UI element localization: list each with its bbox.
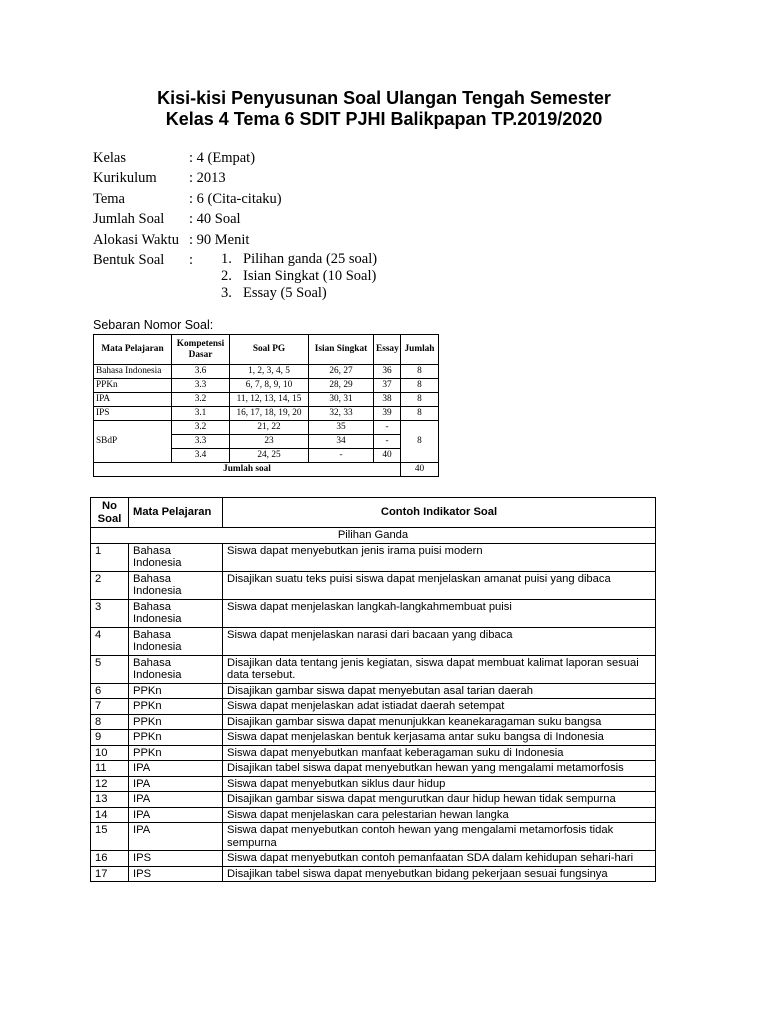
table-cell: 24, 25 — [230, 449, 309, 463]
info-value: : 90 Menit — [189, 231, 250, 248]
sebaran-table — [93, 334, 439, 477]
table-cell: Bahasa Indonesia — [129, 543, 223, 571]
table-cell: Disajikan gambar siswa dapat menunjukkan keanekaragaman suku bangsa — [223, 714, 656, 730]
list-text: Isian Singkat (10 Soal) — [243, 268, 377, 284]
table-cell: 26, 27 — [309, 365, 374, 379]
table-cell: 3.4 — [172, 449, 230, 463]
table-cell: Bahasa Indonesia — [129, 627, 223, 655]
table-cell: Siswa dapat menyebutkan manfaat keberagaman suku di Indonesia — [223, 745, 656, 761]
table-cell: Disajikan gambar siswa dapat menyebutan asal tarian daerah — [223, 683, 656, 699]
table-cell: 3.2 — [172, 421, 230, 435]
table-cell: PPKn — [129, 714, 223, 730]
info-label: Kelas — [93, 150, 127, 166]
table-row — [91, 866, 656, 882]
table-cell: 8 — [401, 393, 439, 407]
table-row — [91, 745, 656, 761]
table-cell: 11 — [91, 761, 129, 777]
table-cell: 3 — [91, 599, 129, 627]
table-cell: PPKn — [129, 745, 223, 761]
table-cell: Disajikan tabel siswa dapat menyebutkan bidang pekerjaan sesuai fungsinya — [223, 866, 656, 882]
table-cell: 10 — [91, 745, 129, 761]
table-row — [91, 571, 656, 599]
table-row — [91, 683, 656, 699]
table-cell: Disajikan suatu teks puisi siswa dapat menjelaskan amanat puisi yang dibaca — [223, 571, 656, 599]
table-cell: Disajikan tabel siswa dapat menyebutkan hewan yang mengalami metamorfosis — [223, 761, 656, 777]
table-cell: 30, 31 — [309, 393, 374, 407]
table-row — [91, 655, 656, 683]
table-cell: 13 — [91, 792, 129, 808]
table-cell: 1, 2, 3, 4, 5 — [230, 365, 309, 379]
table-cell: IPA — [129, 776, 223, 792]
list-number: 3. — [221, 285, 232, 301]
table-cell: 28, 29 — [309, 379, 374, 393]
table-cell: Siswa dapat menjelaskan narasi dari bacaan yang dibaca — [223, 627, 656, 655]
table-cell: PPKn — [129, 683, 223, 699]
table-cell: 5 — [91, 655, 129, 683]
table-cell: Siswa dapat menjelaskan cara pelestarian hewan langka — [223, 807, 656, 823]
column-header: Jumlah — [401, 335, 439, 365]
table-cell: 16, 17, 18, 19, 20 — [230, 407, 309, 421]
info-value: : — [189, 251, 194, 268]
table-cell: IPA — [94, 393, 172, 407]
table-cell: 12 — [91, 776, 129, 792]
column-header: Mata Pelajaran — [94, 335, 172, 365]
table-cell: 36 — [374, 365, 401, 379]
info-label: Alokasi Waktu — [93, 231, 179, 248]
list-text: Essay (5 Soal) — [243, 285, 327, 301]
table-cell: Siswa dapat menjelaskan adat istiadat daerah setempat — [223, 699, 656, 715]
table-cell: IPA — [129, 807, 223, 823]
list-number: 1. — [221, 251, 232, 267]
column-header: Contoh Indikator Soal — [223, 498, 656, 528]
table-cell: 8 — [401, 379, 439, 393]
column-header: Soal PG — [230, 335, 309, 365]
table-cell: 15 — [91, 823, 129, 851]
table-cell: Siswa dapat menyebutkan jenis irama puisi modern — [223, 543, 656, 571]
table-row — [91, 776, 656, 792]
table-cell: 3.6 — [172, 365, 230, 379]
table-cell: 3.2 — [172, 393, 230, 407]
table-cell: 40 — [374, 449, 401, 463]
table-cell: IPA — [129, 792, 223, 808]
table-row — [94, 365, 439, 379]
table-cell: 16 — [91, 851, 129, 867]
table-cell: 8 — [401, 421, 439, 463]
table-row — [94, 379, 439, 393]
total-value: 40 — [401, 463, 439, 477]
table-cell: Bahasa Indonesia — [129, 599, 223, 627]
table-cell: 8 — [91, 714, 129, 730]
table-row — [91, 599, 656, 627]
section-label: Pilihan Ganda — [91, 528, 656, 544]
table-cell: Siswa dapat menyebutkan siklus daur hidup — [223, 776, 656, 792]
table-cell: Disajikan gambar siswa dapat mengurutkan daur hidup hewan tidak sempurna — [223, 792, 656, 808]
table-row — [91, 807, 656, 823]
document-title-line2: Kelas 4 Tema 6 SDIT PJHI Balikpapan TP.2019/2020 — [165, 109, 603, 129]
table-cell: 11, 12, 13, 14, 15 — [230, 393, 309, 407]
table-cell: 23 — [230, 435, 309, 449]
list-number: 2. — [221, 268, 232, 284]
table-cell: 38 — [374, 393, 401, 407]
table-cell: 6 — [91, 683, 129, 699]
info-label: Jumlah Soal — [93, 211, 165, 228]
table-cell: 35 — [309, 421, 374, 435]
table-cell: IPS — [129, 851, 223, 867]
table-cell: Disajikan data tentang jenis kegiatan, siswa dapat membuat kalimat laporan sesuai data tersebut. — [223, 655, 656, 683]
table-cell: Siswa dapat menjelaskan bentuk kerjasama antar suku bangsa di Indonesia — [223, 730, 656, 746]
table-cell: - — [309, 449, 374, 463]
info-label: Bentuk Soal — [93, 251, 165, 268]
table-cell: 8 — [401, 365, 439, 379]
table-row — [91, 730, 656, 746]
table-cell: 14 — [91, 807, 129, 823]
indikator-table — [90, 497, 656, 882]
table-cell: 32, 33 — [309, 407, 374, 421]
document-title-line1: Kisi-kisi Penyusunan Soal Ulangan Tengah Semester — [157, 88, 611, 108]
table-cell: 3.3 — [172, 435, 230, 449]
info-value: : 40 Soal — [189, 211, 241, 228]
table-cell: 21, 22 — [230, 421, 309, 435]
table-cell: Siswa dapat menyebutkan contoh hewan yang mengalami metamorfosis tidak sempurna — [223, 823, 656, 851]
column-header: No Soal — [91, 498, 129, 528]
table-cell: 7 — [91, 699, 129, 715]
column-header: Kompetensi Dasar — [172, 335, 230, 365]
info-label: Kurikulum — [93, 170, 157, 187]
table-cell: Bahasa Indonesia — [129, 655, 223, 683]
table-cell: Bahasa Indonesia — [129, 571, 223, 599]
table-cell: 2 — [91, 571, 129, 599]
table-cell: SBdP — [94, 421, 172, 463]
table-cell: IPA — [129, 761, 223, 777]
table-cell: 6, 7, 8, 9, 10 — [230, 379, 309, 393]
table-cell: IPS — [129, 866, 223, 882]
table-footer-row — [94, 463, 439, 477]
table-cell: 8 — [401, 407, 439, 421]
table-row — [91, 792, 656, 808]
table-cell: Bahasa Indonesia — [94, 365, 172, 379]
table-row — [94, 393, 439, 407]
table-cell: - — [374, 421, 401, 435]
table-cell: Siswa dapat menjelaskan langkah-langkahmembuat puisi — [223, 599, 656, 627]
table-cell: 34 — [309, 435, 374, 449]
info-value: : 6 (Cita-citaku) — [189, 190, 282, 207]
table-cell: IPS — [94, 407, 172, 421]
table-cell: PPKn — [129, 730, 223, 746]
table-cell: 39 — [374, 407, 401, 421]
sebaran-label: Sebaran Nomor Soal: — [93, 318, 214, 332]
table-row — [91, 823, 656, 851]
column-header: Mata Pelajaran — [129, 498, 223, 528]
table-row — [91, 851, 656, 867]
table-cell: PPKn — [129, 699, 223, 715]
table-row — [91, 714, 656, 730]
table-cell: PPKn — [94, 379, 172, 393]
table-row — [94, 407, 439, 421]
table-row — [94, 421, 439, 435]
column-header: Essay — [374, 335, 401, 365]
info-value: : 4 (Empat) — [189, 150, 256, 166]
total-label: Jumlah soal — [94, 463, 401, 477]
table-cell: 1 — [91, 543, 129, 571]
table-cell: 17 — [91, 866, 129, 882]
table-cell: - — [374, 435, 401, 449]
table-cell: 37 — [374, 379, 401, 393]
table-row — [91, 761, 656, 777]
table-row — [91, 699, 656, 715]
info-value: : 2013 — [189, 170, 226, 187]
table-cell: IPA — [129, 823, 223, 851]
table-row — [91, 543, 656, 571]
table-cell: 9 — [91, 730, 129, 746]
table-cell: 3.3 — [172, 379, 230, 393]
table-cell: Siswa dapat menyebutkan contoh pemanfaatan SDA dalam kehidupan sehari-hari — [223, 851, 656, 867]
table-row — [91, 627, 656, 655]
column-header: Isian Singkat — [309, 335, 374, 365]
table-cell: 4 — [91, 627, 129, 655]
table-cell: 3.1 — [172, 407, 230, 421]
section-row — [91, 528, 656, 544]
info-label: Tema — [93, 190, 125, 207]
list-text: Pilihan ganda (25 soal) — [243, 251, 378, 267]
